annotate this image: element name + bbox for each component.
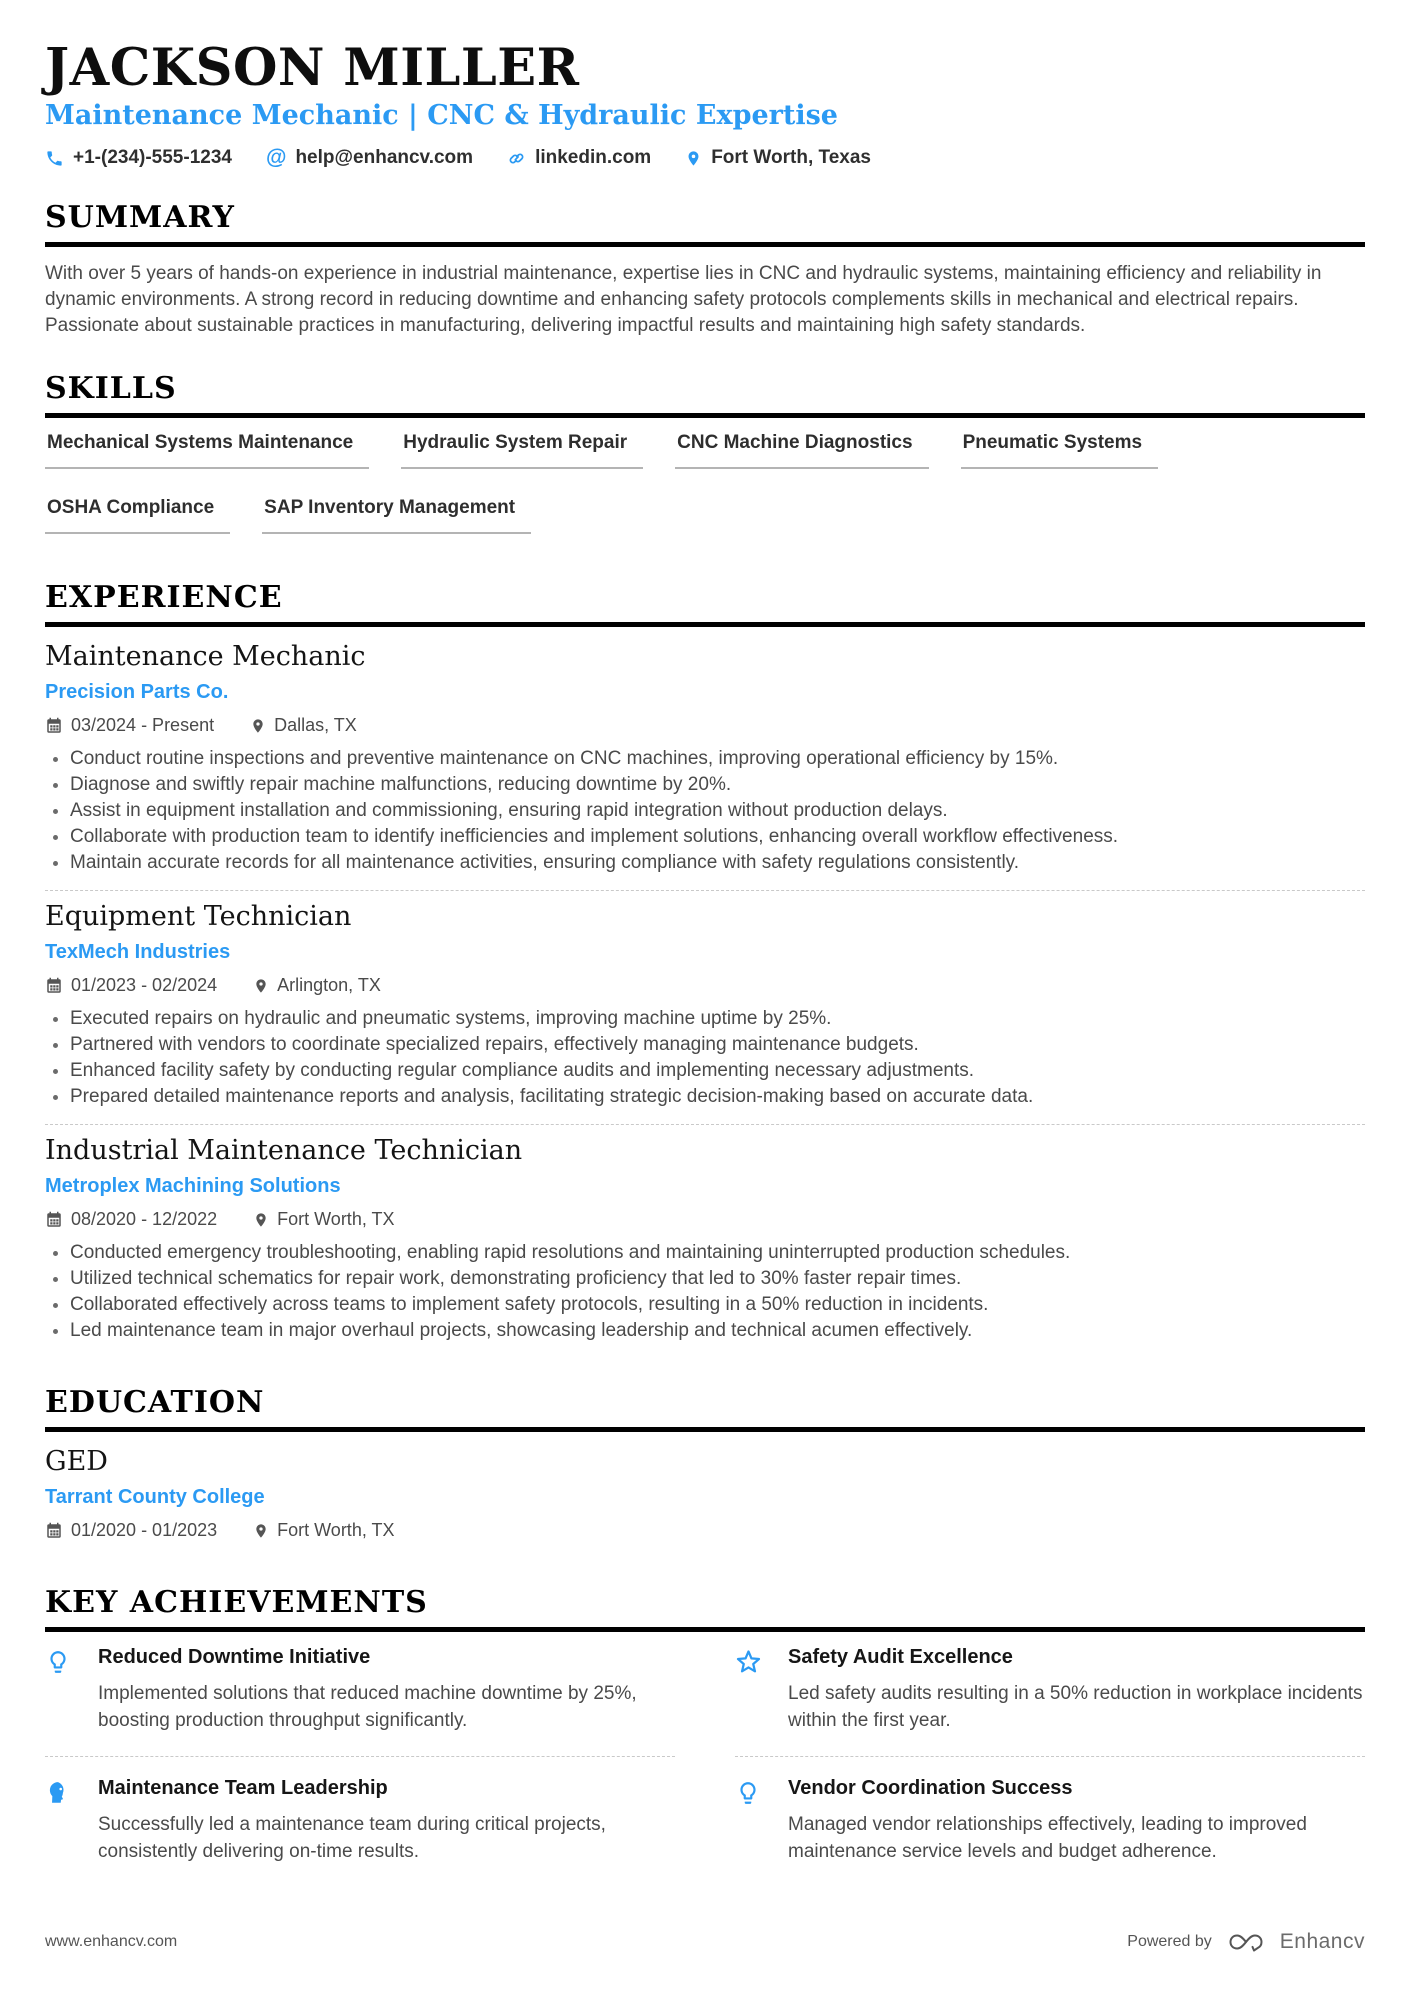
at-icon: @	[265, 146, 287, 170]
skill-item: SAP Inventory Management	[262, 497, 531, 534]
education-meta-row	[45, 1520, 1365, 1541]
candidate-name: JACKSON MILLER	[45, 38, 580, 98]
achievement-title: Safety Audit Excellence	[788, 1646, 1013, 1669]
job-bullet: • Led maintenance team in major overhaul projects, showcasing leadership and technical acumen effectively.	[70, 1318, 1365, 1343]
job-dates-value: 03/2024 - Present	[71, 715, 215, 736]
education-location	[253, 1520, 394, 1541]
experience-entry	[45, 641, 1365, 891]
job-meta-row	[45, 975, 1365, 996]
job-bullet: • Utilized technical schematics for repair work, demonstrating proficiency that led to 30% faster repair times.	[70, 1266, 1365, 1291]
contact-website[interactable]	[507, 147, 651, 169]
education-dates-value: 01/2020 - 01/2023	[71, 1520, 218, 1541]
job-dates-value: 01/2023 - 02/2024	[71, 975, 218, 996]
achievement-body	[98, 1646, 675, 1734]
lightbulb-icon	[45, 1646, 75, 1734]
job-meta-row	[45, 1209, 1365, 1230]
job-bullet: • Collaborated effectively across teams to implement safety protocols, resulting in a 50% reduction in incidents.	[70, 1292, 1365, 1317]
job-location	[253, 1209, 394, 1230]
experience-heading: EXPERIENCE	[45, 580, 1365, 627]
contact-location	[685, 147, 871, 169]
achievements-grid	[45, 1646, 1365, 1887]
contact-website-value: linkedin.com	[535, 147, 652, 169]
job-bullet-list	[45, 1240, 1365, 1343]
job-bullet: • Enhanced facility safety by conducting regular compliance audits and implementing necessary adjustments.	[70, 1058, 1365, 1083]
calendar-icon	[45, 1522, 63, 1540]
job-company: TexMech Industries	[45, 941, 231, 964]
job-dates	[45, 1209, 217, 1230]
powered-by-block[interactable]	[1127, 1929, 1365, 1955]
location-pin-icon	[253, 1211, 269, 1229]
achievement-title: Reduced Downtime Initiative	[98, 1646, 371, 1669]
achievement-item	[45, 1646, 675, 1756]
achievement-text: Managed vendor relationships effectively, leading to improved maintenance service levels and budget adherence.	[788, 1814, 1307, 1863]
entry-divider	[45, 1124, 1365, 1125]
achievement-title: Vendor Coordination Success	[788, 1777, 1073, 1800]
job-dates	[45, 715, 214, 736]
job-meta-row	[45, 715, 1365, 736]
job-bullet: • Assist in equipment installation and commissioning, ensuring rapid integration without production delays.	[70, 798, 1365, 823]
skill-item: OSHA Compliance	[45, 497, 230, 534]
education-dates	[45, 1520, 217, 1541]
job-dates-value: 08/2020 - 12/2022	[71, 1209, 218, 1230]
skills-heading: SKILLS	[45, 371, 1365, 418]
job-company: Precision Parts Co.	[45, 681, 229, 704]
contact-location-value: Fort Worth, Texas	[711, 147, 871, 169]
contact-email[interactable]	[266, 146, 473, 170]
star-icon	[735, 1646, 765, 1734]
resume-header	[45, 40, 1365, 170]
achievement-title: Maintenance Team Leadership	[98, 1777, 388, 1800]
page-footer	[45, 1929, 1365, 1955]
achievement-body	[788, 1646, 1365, 1734]
skill-item: Hydraulic System Repair	[401, 432, 643, 469]
experience-section	[45, 580, 1365, 1343]
location-pin-icon	[253, 1522, 269, 1540]
calendar-icon	[45, 1211, 63, 1229]
job-location	[250, 715, 357, 736]
achievement-item	[45, 1756, 675, 1887]
job-location-value: Dallas, TX	[274, 715, 357, 736]
job-bullet: • Executed repairs on hydraulic and pneumatic systems, improving machine uptime by 25%.	[70, 1006, 1365, 1031]
job-bullet-list	[45, 746, 1365, 875]
achievements-section	[45, 1585, 1365, 1887]
achievement-item	[735, 1756, 1365, 1887]
summary-heading: SUMMARY	[45, 200, 1365, 247]
school-name: Tarrant County College	[45, 1486, 265, 1509]
experience-entry	[45, 901, 1365, 1125]
education-section	[45, 1385, 1365, 1541]
job-bullet: • Diagnose and swiftly repair machine malfunctions, reducing downtime by 20%.	[70, 772, 1365, 797]
job-bullet: • Maintain accurate records for all maintenance activities, ensuring compliance with safety regulations consistently.	[70, 850, 1365, 875]
achievements-heading: KEY ACHIEVEMENTS	[45, 1585, 1365, 1632]
entry-divider	[45, 890, 1365, 891]
job-bullet: • Collaborate with production team to identify inefficiencies and implement solutions, enhancing overall workflow effectiveness.	[70, 824, 1365, 849]
achievement-body	[788, 1777, 1365, 1865]
phone-icon	[45, 149, 64, 168]
skill-item: CNC Machine Diagnostics	[675, 432, 928, 469]
degree-title: GED	[45, 1446, 108, 1478]
skill-item: Pneumatic Systems	[961, 432, 1159, 469]
summary-section	[45, 200, 1365, 339]
powered-by-label: Powered by	[1127, 1933, 1212, 1950]
location-pin-icon	[253, 977, 269, 995]
job-title: Equipment Technician	[45, 901, 352, 933]
achievement-item	[735, 1646, 1365, 1756]
skill-item: Mechanical Systems Maintenance	[45, 432, 369, 469]
job-location	[253, 975, 381, 996]
job-bullet: • Prepared detailed maintenance reports and analysis, facilitating strategic decision-making based on accurate data.	[70, 1084, 1365, 1109]
candidate-headline: Maintenance Mechanic | CNC & Hydraulic Expertise	[45, 100, 838, 132]
job-location-value: Arlington, TX	[277, 975, 381, 996]
education-heading: EDUCATION	[45, 1385, 1365, 1432]
footer-site-link[interactable]: www.enhancv.com	[45, 1933, 178, 1950]
summary-text: With over 5 years of hands-on experience in industrial maintenance, expertise lies in CNC and hydraulic systems, maintaining efficiency and reliability in dynamic environments. A strong record in reducing downtime and enhancing safety protocols complements skills in mechanical and electrical repairs. Passionate about sustainable practices in manufacturing, delivering impactful results and maintaining high safety standards.	[45, 263, 1322, 337]
contact-phone	[45, 147, 232, 169]
contact-row	[45, 146, 1365, 170]
location-pin-icon	[685, 149, 702, 168]
location-pin-icon	[250, 717, 266, 735]
calendar-icon	[45, 977, 63, 995]
calendar-icon	[45, 717, 63, 735]
job-bullet: • Conduct routine inspections and preventive maintenance on CNC machines, improving operational efficiency by 15%.	[70, 746, 1365, 771]
job-title: Maintenance Mechanic	[45, 641, 366, 673]
head-icon	[45, 1777, 75, 1865]
achievement-text: Implemented solutions that reduced machine downtime by 25%, boosting production throughput significantly.	[98, 1683, 637, 1732]
job-bullet: • Partnered with vendors to coordinate specialized repairs, effectively managing maintenance budgets.	[70, 1032, 1365, 1057]
skills-section	[45, 371, 1365, 562]
job-title: Industrial Maintenance Technician	[45, 1135, 523, 1167]
skills-list	[45, 432, 1365, 562]
enhancv-brand-name: Enhancv	[1279, 1930, 1365, 1953]
contact-email-value: help@enhancv.com	[295, 147, 474, 169]
enhancv-logo-icon	[1226, 1929, 1266, 1955]
achievement-text: Successfully led a maintenance team during critical projects, consistently delivering on-time results.	[98, 1814, 606, 1863]
lightbulb-icon	[735, 1777, 765, 1865]
job-location-value: Fort Worth, TX	[277, 1209, 395, 1230]
education-location-value: Fort Worth, TX	[277, 1520, 395, 1541]
job-bullet-list	[45, 1006, 1365, 1109]
job-company: Metroplex Machining Solutions	[45, 1175, 341, 1198]
job-dates	[45, 975, 217, 996]
achievement-text: Led safety audits resulting in a 50% reduction in workplace incidents within the first year.	[788, 1683, 1363, 1732]
link-icon	[507, 149, 526, 168]
experience-entry	[45, 1135, 1365, 1343]
job-bullet: • Conducted emergency troubleshooting, enabling rapid resolutions and maintaining uninterrupted production schedules.	[70, 1240, 1365, 1265]
contact-phone-value: +1-(234)-555-1234	[73, 147, 232, 169]
achievement-body	[98, 1777, 675, 1865]
